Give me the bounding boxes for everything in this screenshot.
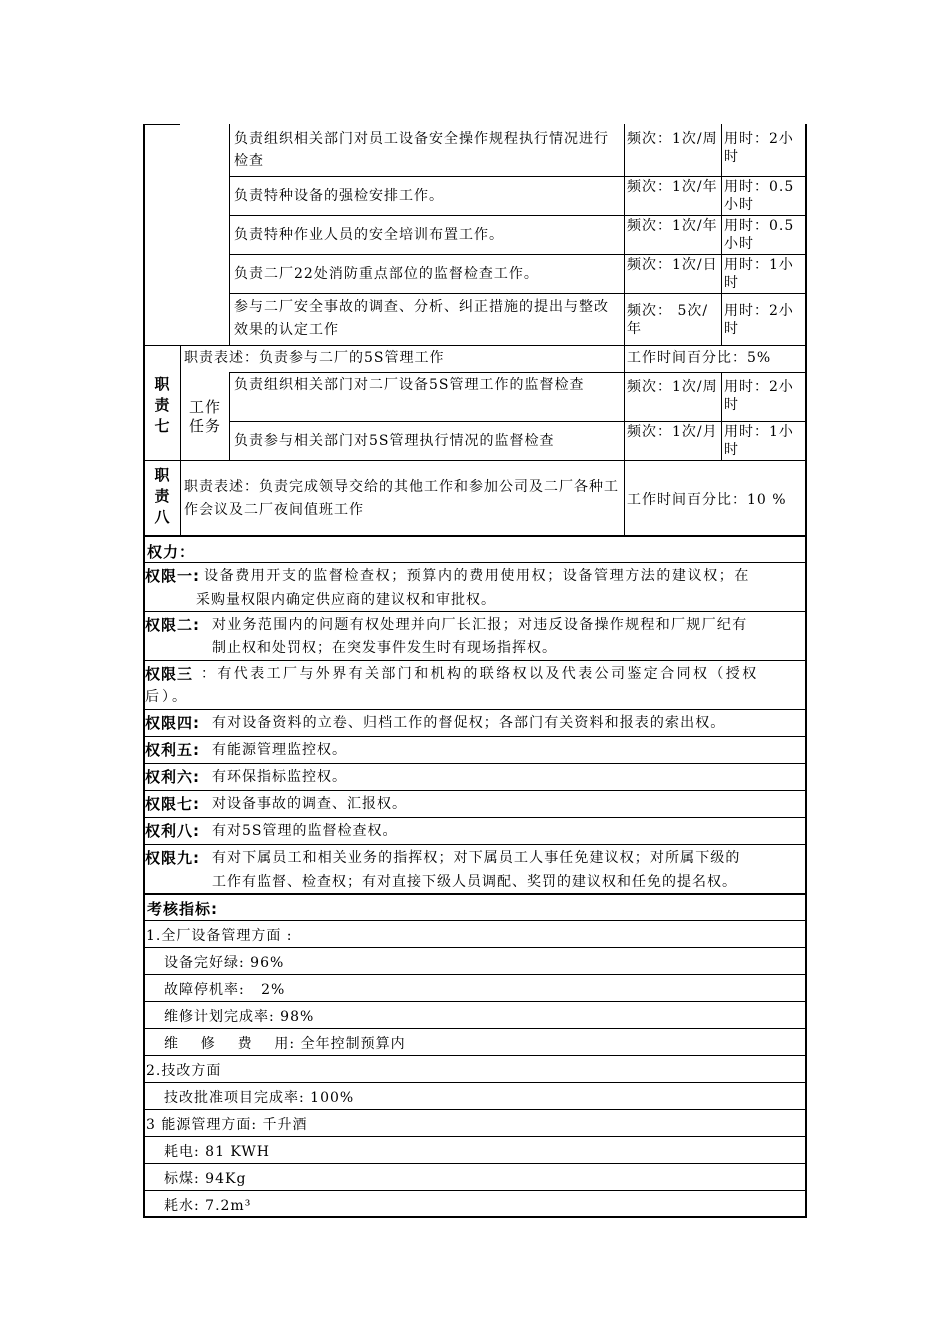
powers-title: 权力：: [147, 543, 196, 561]
duty7-percent: 工作时间百分比：5%: [627, 350, 772, 366]
kpi-line-11: 耗水: 7.2m³: [164, 1198, 252, 1214]
power-9-text1: 有对下属员工和相关业务的指挥权；对下属员工人事任免建议权；对所属下级的: [212, 850, 741, 866]
prev-task-2-text: 负责特种设备的强检安排工作。: [234, 188, 444, 204]
power-4-label: 权限四:: [145, 714, 200, 732]
prev-task-2-freq: 频次：1次/年: [627, 179, 718, 195]
prev-task-5-text: 参与二厂安全事故的调查、分析、纠正措施的提出与整改效果的认定工作: [234, 299, 609, 338]
duty7-task-2-text: 负责参与相关部门对5S管理执行情况的监督检查: [234, 433, 555, 449]
prev-task-1-time: 用时：2小时: [724, 131, 794, 165]
power-4-text1: 有对设备资料的立卷、归档工作的督促权；各部门有关资料和报表的索出权。: [212, 715, 726, 731]
kpi-line-4: 维修计划完成率: 98%: [164, 1009, 315, 1025]
power-3-label: 权限三: [145, 665, 194, 683]
prev-task-5-freq: 频次： 5次/ 年: [627, 303, 709, 337]
kpi-line-9: 耗电: 81 KWH: [164, 1144, 270, 1160]
prev-task-3-text: 负责特种作业人员的安全培训布置工作。: [234, 227, 504, 243]
power-5-label: 权利五:: [145, 741, 200, 759]
kpi-line-1: 1.全厂设备管理方面 :: [146, 928, 293, 944]
prev-task-1-freq: 频次：1次/周: [627, 131, 718, 147]
power-1-label: 权限一:: [145, 567, 200, 585]
kpi-title: 考核指标:: [147, 900, 218, 918]
power-7-label: 权限七:: [145, 795, 200, 813]
power-6-text1: 有环保指标监控权。: [212, 769, 347, 785]
duty7-label: 职责七: [154, 375, 170, 435]
prev-task-4-text: 负责二厂22处消防重点部位的监督检查工作。: [234, 266, 539, 282]
power-2-text1: 对业务范围内的问题有权处理并向厂长汇报；对违反设备操作规程和厂规厂纪有: [212, 617, 748, 633]
power-8-label: 权利八:: [145, 822, 200, 840]
prev-task-3-freq: 频次：1次/年: [627, 218, 718, 234]
power-1-text2: 采购量权限内确定供应商的建议权和审批权。: [196, 592, 496, 608]
duty7-task-label: 工作任务: [188, 398, 221, 435]
kpi-line-7: 技改批准项目完成率: 100%: [164, 1090, 355, 1106]
power-3-text1: ：有代表工厂与外界有关部门和机构的联络权以及代表公司鉴定合同权（授权: [201, 666, 759, 682]
kpi-line-3: 故障停机率: 2%: [164, 982, 286, 998]
prev-task-3-time: 用时：0.5小时: [724, 218, 795, 252]
power-2-label: 权限二:: [145, 616, 200, 634]
power-8-text1: 有对5S管理的监督检查权。: [212, 823, 398, 839]
kpi-line-6: 2.技改方面: [146, 1063, 222, 1079]
duty7-task-1-time: 用时：2小时: [724, 379, 794, 413]
power-3-text2: 后）。: [145, 689, 189, 705]
duty7-task-2-freq: 频次：1次/月: [627, 424, 718, 440]
power-7-text1: 对设备事故的调查、汇报权。: [212, 796, 407, 812]
prev-task-2-time: 用时：0.5小时: [724, 179, 795, 213]
duty8-desc: 职责表述：负责完成领导交给的其他工作和参加公司及二厂各种工作会议及二厂夜间值班工作: [184, 479, 619, 518]
prev-task-1-text: 负责组织相关部门对员工设备安全操作规程执行情况进行检查: [234, 131, 609, 169]
duty7-desc: 职责表述：负责参与二厂的5S管理工作: [184, 350, 445, 366]
duty8-label: 职责八: [154, 466, 170, 526]
power-2-text2: 制止权和处罚权；在突发事件发生时有现场指挥权。: [212, 640, 557, 656]
kpi-line-10: 标煤: 94Kg: [164, 1171, 247, 1187]
prev-task-5-time: 用时：2小时: [724, 303, 794, 337]
duty8-percent: 工作时间百分比：10 %: [627, 492, 787, 508]
power-6-label: 权利六:: [145, 768, 200, 786]
duty7-task-1-text: 负责组织相关部门对二厂设备5S管理工作的监督检查: [234, 377, 585, 393]
duty7-task-2-time: 用时：1小时: [724, 424, 794, 458]
power-9-text2: 工作有监督、检查权；有对直接下级人员调配、奖罚的建议权和任免的提名权。: [212, 874, 737, 890]
power-1-text1: 设备费用开支的监督检查权；预算内的费用使用权；设备管理方法的建议权；在: [204, 568, 750, 584]
power-9-label: 权限九:: [145, 849, 200, 867]
prev-task-4-time: 用时：1小时: [724, 257, 794, 291]
duty7-task-1-freq: 频次：1次/周: [627, 379, 718, 395]
power-5-text1: 有能源管理监控权。: [212, 742, 347, 758]
kpi-line-2: 设备完好绿: 96%: [164, 955, 285, 971]
kpi-line-5: 维 修 费 用: 全年控制预算内: [164, 1036, 406, 1052]
kpi-line-8: 3 能源管理方面: 千升酒: [146, 1117, 308, 1133]
prev-task-4-freq: 频次：1次/日: [627, 257, 718, 273]
